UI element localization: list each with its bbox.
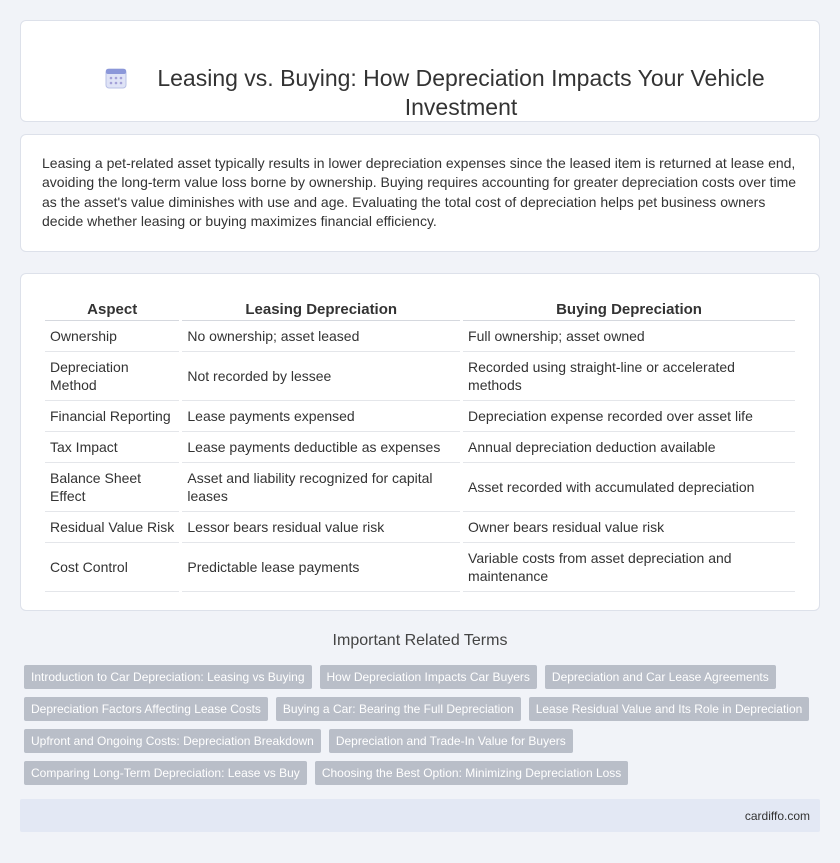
table-row [45, 543, 795, 592]
intro-card [20, 134, 820, 252]
tag-row [24, 697, 824, 721]
page-title: Leasing vs. Buying: How Depreciation Impacts Your Vehicle Investment [157, 65, 765, 120]
intro-paragraph: Leasing a pet-related asset typically results in lower depreciation expenses since the leased item is returned at lease end, avoiding the long-term value loss borne by ownership. Buying requires accounting for greater depreciation costs over time as the asset's value diminishes with use and age. Evaluating the total cost of depreciation helps pet business owners decide whether leasing or buying maximizes financial efficiency. [42, 155, 797, 229]
table-cell: Depreciation Method [45, 352, 179, 401]
table-row [45, 512, 795, 543]
table-cell: Annual depreciation deduction available [463, 432, 795, 463]
table-cell: Owner bears residual value risk [463, 512, 795, 543]
table-row [45, 352, 795, 401]
tag-row [24, 761, 824, 785]
related-term-link[interactable]: Upfront and Ongoing Costs: Depreciation Breakdown [24, 729, 321, 753]
table-row [45, 463, 795, 512]
comparison-table [42, 296, 798, 592]
table-header-row [45, 296, 795, 321]
table-cell: Cost Control [45, 543, 179, 592]
related-term-link[interactable]: Depreciation and Trade-In Value for Buyers [329, 729, 573, 753]
table-cell: Residual Value Risk [45, 512, 179, 543]
table-cell: Variable costs from asset depreciation and maintenance [463, 543, 795, 592]
table-cell: Lease payments deductible as expenses [182, 432, 460, 463]
table-cell: Asset and liability recognized for capital leases [182, 463, 460, 512]
tag-row [24, 729, 824, 753]
table-row [45, 432, 795, 463]
tag-row [24, 665, 824, 689]
table-row [45, 321, 795, 352]
related-term-link[interactable]: Introduction to Car Depreciation: Leasing vs Buying [24, 665, 312, 689]
table-row [45, 401, 795, 432]
table-cell: Balance Sheet Effect [45, 463, 179, 512]
table-cell: Lessor bears residual value risk [182, 512, 460, 543]
comparison-table-card [20, 273, 820, 611]
footer [20, 799, 820, 832]
table-cell: Asset recorded with accumulated depreciation [463, 463, 795, 512]
table-cell: Not recorded by lessee [182, 352, 460, 401]
table-cell: Full ownership; asset owned [463, 321, 795, 352]
table-cell: Lease payments expensed [182, 401, 460, 432]
table-cell: No ownership; asset leased [182, 321, 460, 352]
related-term-link[interactable]: Comparing Long-Term Depreciation: Lease vs Buy [24, 761, 307, 785]
related-term-link[interactable]: Buying a Car: Bearing the Full Depreciation [276, 697, 521, 721]
related-terms-heading: Important Related Terms [332, 632, 508, 649]
related-term-link[interactable]: How Depreciation Impacts Car Buyers [320, 665, 537, 689]
column-header-buying: Buying Depreciation [463, 296, 795, 321]
related-term-link[interactable]: Depreciation Factors Affecting Lease Costs [24, 697, 268, 721]
footer-site-name: cardiffo.com [744, 809, 810, 823]
table-cell: Ownership [45, 321, 179, 352]
table-cell: Predictable lease payments [182, 543, 460, 592]
table-cell: Tax Impact [45, 432, 179, 463]
related-term-link[interactable]: Lease Residual Value and Its Role in Depreciation [529, 697, 810, 721]
table-cell: Depreciation expense recorded over asset life [463, 401, 795, 432]
calendar-icon [105, 67, 127, 89]
column-header-leasing: Leasing Depreciation [182, 296, 460, 321]
column-header-aspect: Aspect [45, 296, 179, 321]
table-cell: Recorded using straight-line or accelerated methods [463, 352, 795, 401]
title-card [20, 20, 820, 122]
table-cell: Financial Reporting [45, 401, 179, 432]
related-term-link[interactable]: Depreciation and Car Lease Agreements [545, 665, 776, 689]
related-term-link[interactable]: Choosing the Best Option: Minimizing Depreciation Loss [315, 761, 628, 785]
related-terms-list [24, 665, 824, 793]
